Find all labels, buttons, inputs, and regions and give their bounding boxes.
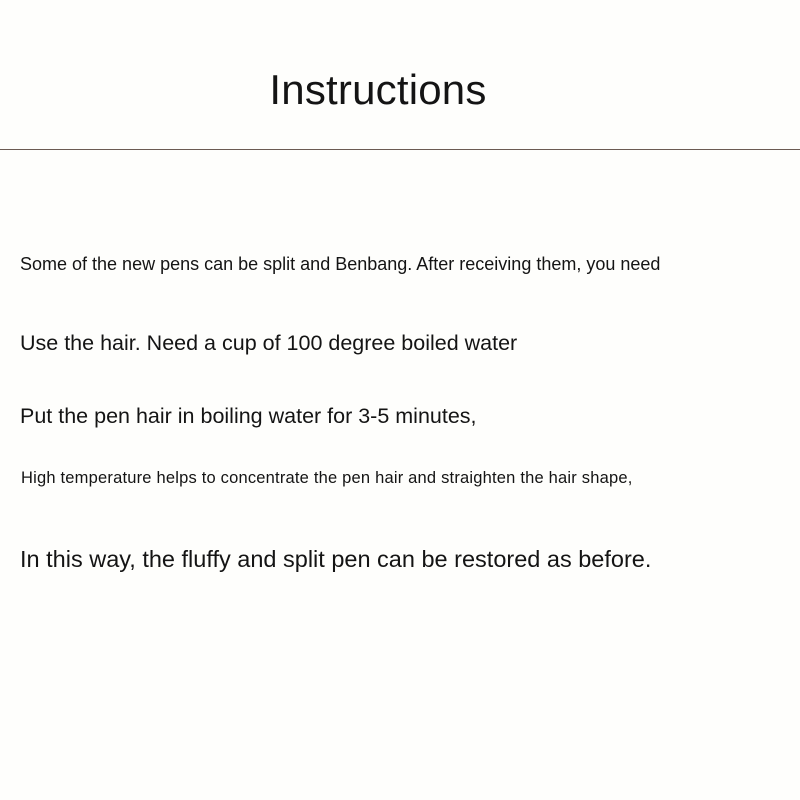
instruction-paragraph-2: Use the hair. Need a cup of 100 degree boiled water	[20, 331, 518, 355]
instruction-paragraph-3: Put the pen hair in boiling water for 3-5 minutes,	[20, 404, 477, 428]
instruction-paragraph-4: High temperature helps to concentrate the pen hair and straighten the hair shape,	[21, 469, 633, 487]
instruction-paragraph-1: Some of the new pens can be split and Benbang. After receiving them, you need	[20, 254, 661, 274]
instruction-paragraph-5: In this way, the fluffy and split pen can be restored as before.	[20, 546, 652, 572]
page-title: Instructions	[269, 66, 487, 113]
title-divider	[0, 149, 800, 150]
